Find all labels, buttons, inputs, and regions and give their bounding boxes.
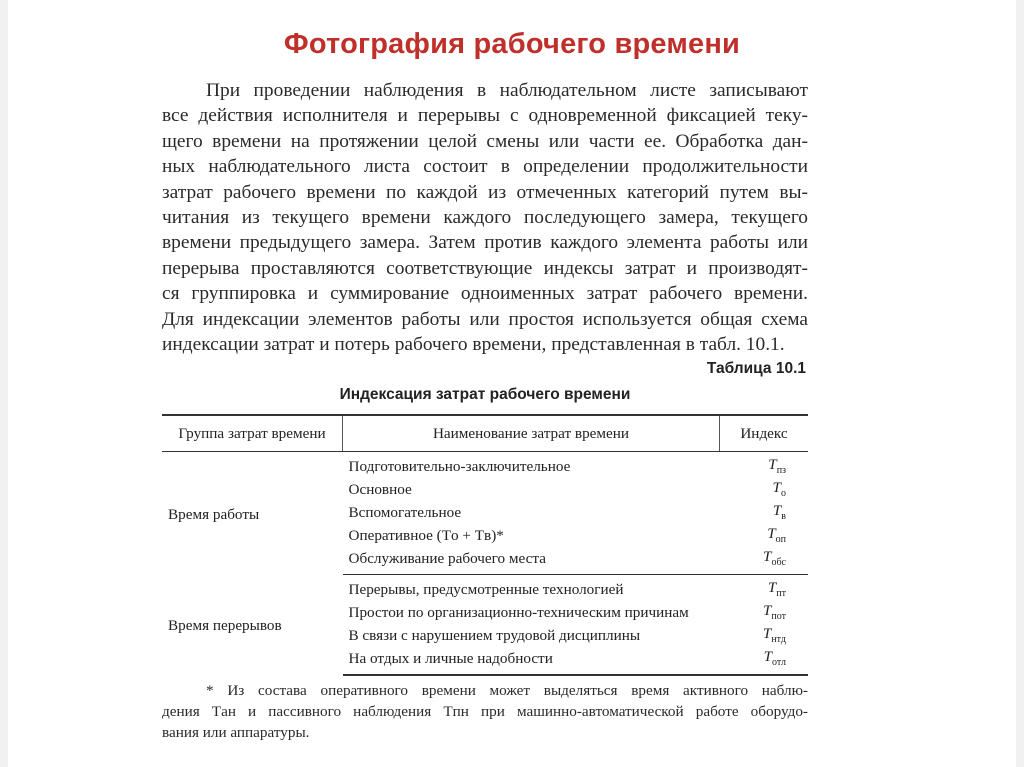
cost-index: $T_{обс}$ bbox=[720, 547, 809, 575]
paragraph-line: времени предыдущего замера. Затем против каждого элемента работы или bbox=[162, 232, 808, 254]
table-number: Таблица 10.1 bbox=[706, 360, 806, 377]
paragraph-line: ся группировка и суммирование одноименных затрат рабочего времени. bbox=[162, 283, 808, 305]
cost-index: $T_{отл}$ bbox=[720, 647, 809, 675]
cost-name: Простои по организационно-техническим причинам bbox=[348, 603, 689, 621]
paragraph-line: перерыва проставляются соответствующие индексы затрат и производят- bbox=[162, 257, 808, 279]
group-label: Время перерывов bbox=[168, 617, 282, 635]
table-caption: Индексация затрат рабочего времени bbox=[339, 386, 631, 403]
header-index: Индекс bbox=[720, 415, 809, 452]
footnote-line: вания или аппаратуры. bbox=[162, 724, 310, 741]
index-table bbox=[162, 414, 808, 676]
body-paragraph bbox=[162, 78, 808, 357]
cost-name: В связи с нарушением трудовой дисциплины bbox=[348, 626, 641, 644]
cost-name: Обслуживание рабочего места bbox=[343, 547, 720, 575]
paragraph-line: читания из текущего времени каждого последующего замера, текущего bbox=[162, 207, 808, 229]
table-row bbox=[162, 575, 808, 602]
paragraph-line: щего времени на протяжении целой смены или части ее. Обработка дан- bbox=[162, 130, 808, 152]
cost-index: $T_{пз}$ bbox=[768, 456, 786, 477]
footnote-line: * Из состава оперативного времени может выделяться время активного наблю- bbox=[206, 682, 808, 699]
header-name: Наименование затрат времени bbox=[343, 415, 720, 452]
cost-index: $T_{пт}$ bbox=[767, 579, 786, 600]
paragraph-line: ных наблюдательного листа состоит в определении продолжительности bbox=[162, 156, 808, 178]
paragraph-line: При проведении наблюдения в наблюдательном листе записывают bbox=[206, 80, 808, 101]
cost-index: $T_{оп}$ bbox=[767, 525, 786, 546]
cost-name: Основное bbox=[348, 480, 412, 498]
header-group: Группа затрат времени bbox=[162, 415, 343, 452]
cost-index: $T_о$ bbox=[772, 479, 786, 500]
paragraph-line: затрат рабочего времени по каждой из отмеченных категорий путем вы- bbox=[162, 181, 808, 203]
cost-name: Подготовительно-заключительное bbox=[348, 457, 571, 475]
cost-index: $T_{нтд}$ bbox=[762, 625, 786, 646]
cost-index: $T_{пот}$ bbox=[762, 602, 786, 623]
footnote bbox=[162, 680, 808, 743]
cost-name: Оперативное (Tо + Tв)* bbox=[348, 526, 504, 544]
paragraph-line: Для индексации элементов работы или простоя используется общая схема bbox=[162, 308, 808, 330]
cost-name: Перерывы, предусмотренные технологией bbox=[348, 580, 624, 598]
cost-index: $T_в$ bbox=[772, 502, 786, 523]
footnote-line: дения Tан и пассивного наблюдения Tпн при машинно-автоматической работе оборудо- bbox=[162, 703, 808, 720]
table-row bbox=[162, 452, 808, 479]
paragraph-line: все действия исполнителя и перерывы с одновременной фиксацией теку- bbox=[162, 105, 808, 127]
paragraph-line: индексации затрат и потерь рабочего времени, представленная в табл. 10.1. bbox=[162, 334, 785, 356]
page-title: Фотография рабочего времени bbox=[283, 28, 741, 60]
cost-name: На отдых и личные надобности bbox=[343, 647, 720, 675]
cost-name: Вспомогательное bbox=[348, 503, 462, 521]
table-header-row bbox=[162, 415, 808, 452]
group-label: Время работы bbox=[168, 505, 260, 523]
